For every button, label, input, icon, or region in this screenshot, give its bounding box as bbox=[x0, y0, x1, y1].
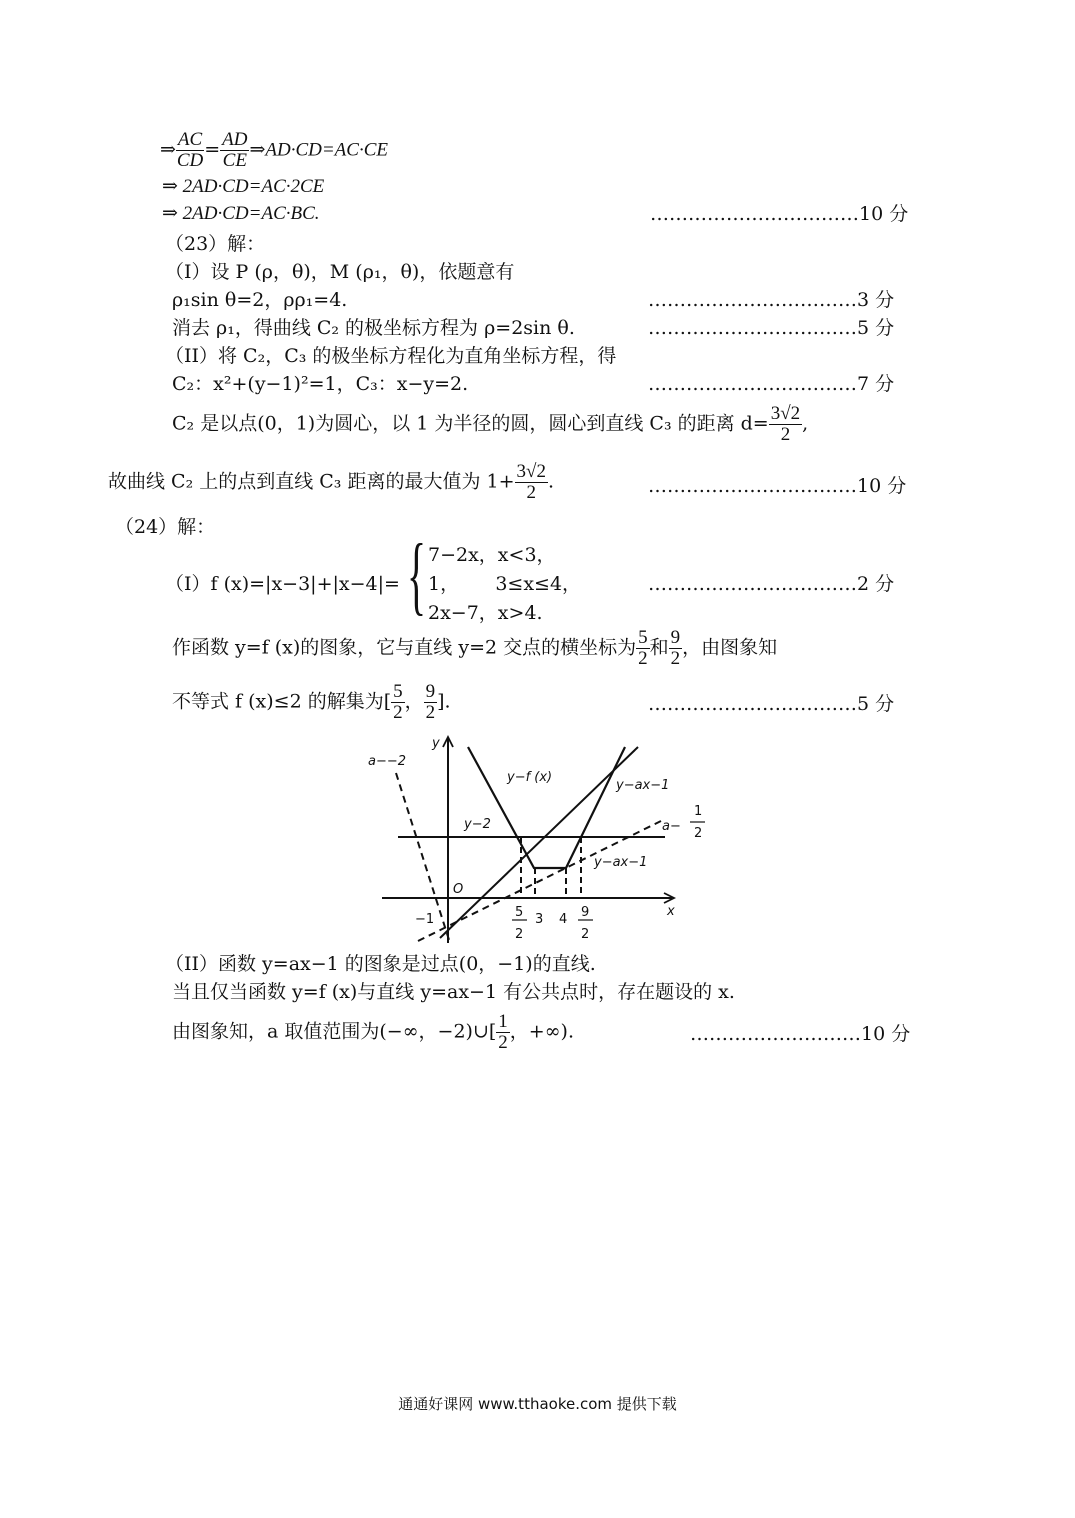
x-axis-label: x bbox=[667, 904, 675, 919]
score-10-b: ……………………………10 分 bbox=[648, 475, 907, 497]
score-3: ……………………………3 分 bbox=[648, 289, 895, 311]
tick-4: 4 bbox=[559, 912, 568, 927]
score-10-c: ………………………10 分 bbox=[690, 1023, 911, 1045]
tick-9-2-den: 2 bbox=[581, 927, 590, 942]
line-23-i: （I）设 P (ρ，θ)，M (ρ₁，θ)，依题意有 bbox=[165, 261, 515, 283]
line-23-rect: C₂：x²+(y−1)²=1，C₃：x−y=2. bbox=[172, 373, 469, 395]
fraction-9-2: $\frac{9}{2}$ bbox=[670, 627, 681, 669]
label-a-half-pre: a− bbox=[662, 819, 681, 834]
line-23-dist: C₂ 是以点(0，1)为圆心，以 1 为半径的圆，圆心到直线 C₃ 的距离 d= $\frac{3√2}{2}$ , bbox=[172, 403, 809, 445]
label-yax1-top: y−ax−1 bbox=[616, 778, 670, 793]
line-23-max: 故曲线 C₂ 上的点到直线 C₃ 距离的最大值为 1+ $\frac{3√2}{2}$ . bbox=[108, 461, 554, 503]
line-24-heading: （24）解： bbox=[115, 516, 216, 538]
fraction-9-2-b: $\frac{9}{2}$ bbox=[425, 681, 436, 723]
line-2: ⇒ 2AD·CD=AC·2CE bbox=[162, 176, 325, 197]
piecewise-brace: { bbox=[407, 527, 427, 624]
fraction-ad-ce: $\frac{AD}{CE}$ bbox=[222, 129, 248, 171]
label-a-half-num: 1 bbox=[694, 804, 703, 819]
piece-1: 7−2x，x<3， bbox=[428, 544, 556, 566]
line-23-heading: （23）解： bbox=[165, 233, 266, 255]
line-24-i: （I）f (x)=|x−3|+|x−4|= bbox=[165, 573, 400, 595]
tick-9-2-num: 9 bbox=[581, 905, 590, 920]
fraction-3root2-2-b: $\frac{3√2}{2}$ bbox=[516, 461, 546, 503]
line-24-graph-desc: 作函数 y=f (x)的图象，它与直线 y=2 交点的横坐标为 $\frac{5}{2}$ 和 $\frac{9}{2}$ ，由图象知 bbox=[172, 627, 778, 669]
label-yax1-mid: y−ax−1 bbox=[594, 855, 648, 870]
score-2: ……………………………2 分 bbox=[648, 573, 895, 595]
tick-5-2-den: 2 bbox=[515, 927, 524, 942]
line-23-c2: 消去 ρ₁，得曲线 C₂ 的极坐标方程为 ρ=2sin θ. bbox=[172, 317, 575, 339]
fraction-ac-cd: $\frac{AC}{CD}$ bbox=[176, 129, 204, 171]
fraction-5-2: $\frac{5}{2}$ bbox=[638, 627, 648, 669]
tick-5-2-num: 5 bbox=[515, 905, 524, 920]
piece-2: 1， 3≤x≤4， bbox=[428, 573, 582, 595]
origin-label: O bbox=[453, 882, 464, 897]
piece-3: 2x−7，x>4. bbox=[428, 602, 543, 624]
y-axis-label: y bbox=[432, 736, 440, 751]
neg-one-label: −1 bbox=[415, 912, 435, 927]
fraction-3root2-2: $\frac{3√2}{2}$ bbox=[770, 403, 801, 445]
fraction-5-2-b: $\frac{5}{2}$ bbox=[393, 681, 403, 723]
line-3: ⇒ 2AD·CD=AC·BC. bbox=[162, 203, 320, 224]
score-5-a: ……………………………5 分 bbox=[648, 317, 895, 339]
line-23-ii: （II）将 C₂，C₃ 的极坐标方程化为直角坐标方程，得 bbox=[165, 345, 617, 367]
score-7: ……………………………7 分 bbox=[648, 373, 895, 395]
label-fx: y−f (x) bbox=[507, 770, 553, 785]
score-5-b: ……………………………5 分 bbox=[648, 693, 895, 715]
line-24-condition: 当且仅当函数 y=f (x)与直线 y=ax−1 有公共点时，存在题设的 x. bbox=[172, 981, 735, 1003]
line-24-ii: （II）函数 y=ax−1 的图象是过点(0，−1)的直线. bbox=[165, 953, 596, 975]
label-a-half-den: 2 bbox=[694, 826, 703, 841]
label-a-neg2: a−−2 bbox=[368, 754, 407, 769]
tick-3: 3 bbox=[535, 912, 544, 927]
line-24-range: 由图象知，a 取值范围为(−∞，−2)∪[ $\frac{1}{2}$ ，+∞). bbox=[172, 1011, 574, 1053]
label-y2: y−2 bbox=[464, 817, 491, 832]
line-24-solution: 不等式 f (x)≤2 的解集为[ $\frac{5}{2}$ ， $\frac{9}{2}$ ]. bbox=[172, 681, 451, 723]
fraction-1-2: $\frac{1}{2}$ bbox=[498, 1011, 508, 1053]
score-10-a: ……………………………10 分 bbox=[650, 203, 909, 225]
line-23-eq: ρ₁sin θ=2，ρρ₁=4. bbox=[172, 289, 348, 311]
page-footer: 通通好课网 www.tthaoke.com 提供下载 bbox=[398, 1395, 677, 1413]
line-1: ⇒ $\frac{AC}{CD}$ = $\frac{AD}{CE}$ ⇒AD·CD=AC·CE bbox=[160, 129, 388, 171]
function-graph bbox=[360, 733, 720, 948]
